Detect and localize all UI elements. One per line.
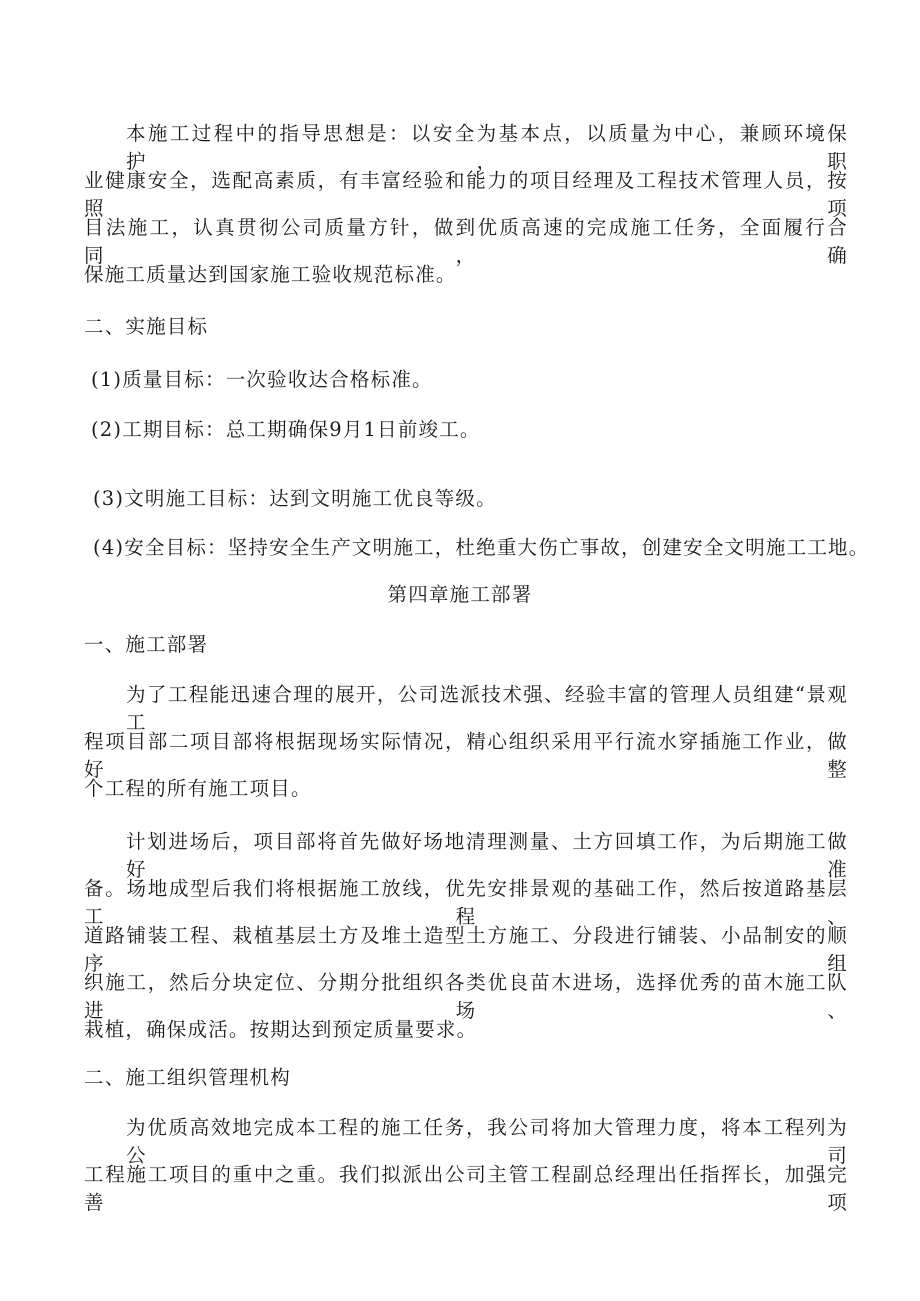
paragraph-deploy-line-3: 个工程的所有施工项目。 (84, 777, 312, 800)
paragraph-plan-line-4: 织施工，然后分块定位、分期分批组织各类优良苗木进场，选择优秀的苗木施工队进场、 (84, 971, 848, 1022)
goal-item-schedule: (2)工期目标：总工期确保9月1日前竣工。 (91, 418, 481, 441)
paragraph-plan-line-2: 备。场地成型后我们将根据施工放线，优先安排景观的基础工作，然后按道路基层工程、 (84, 877, 848, 928)
heading-deploy: 一、施工部署 (84, 633, 209, 656)
paragraph-guiding-line-3: 目法施工，认真贯彻公司质量方针，做到优质高速的完成施工任务，全面履行合同，确 (84, 216, 848, 267)
paragraph-deploy-line-2: 程项目部二项目部将根据现场实际情况，精心组织采用平行流水穿插施工作业，做好整 (84, 730, 848, 781)
paragraph-guiding-line-1: 本施工过程中的指导思想是：以安全为基本点，以质量为中心，兼顾环境保护，职 (126, 122, 848, 173)
paragraph-plan-line-5: 栽植，确保成活。按期达到预定质量要求。 (84, 1018, 478, 1041)
paragraph-guiding-line-2: 业健康安全，选配高素质，有丰富经验和能力的项目经理及工程技术管理人员，按照项 (84, 169, 848, 220)
paragraph-deploy-line-1: 为了工程能迅速合理的展开，公司选派技术强、经验丰富的管理人员组建“景观工 (126, 683, 848, 734)
heading-org: 二、施工组织管理机构 (84, 1066, 292, 1089)
goal-item-quality: (1)质量目标：一次验收达合格标准。 (91, 368, 433, 391)
chapter-title: 第四章施工部署 (387, 583, 533, 606)
paragraph-plan-line-3: 道路铺装工程、栽植基层土方及堆土造型土方施工、分段进行铺装、小品制安的顺序组 (84, 924, 848, 975)
heading-goals: 二、实施目标 (84, 315, 209, 338)
paragraph-org-line-2: 工程施工项目的重中之重。我们拟派出公司主管工程副总经理出任指挥长，加强完善项 (84, 1163, 848, 1214)
paragraph-guiding-line-4: 保施工质量达到国家施工验收规范标准。 (84, 263, 457, 286)
paragraph-org-line-1: 为优质高效地完成本工程的施工任务，我公司将加大管理力度，将本工程列为公司 (126, 1116, 848, 1167)
goal-item-civilized: (3)文明施工目标：达到文明施工优良等级。 (93, 487, 497, 510)
goal-item-safety: (4)安全目标：坚持安全生产文明施工，杜绝重大伤亡事故，创建安全文明施工工地。 (93, 536, 870, 559)
paragraph-plan-line-1: 计划进场后，项目部将首先做好场地清理测量、土方回填工作，为后期施工做好准 (126, 830, 848, 881)
